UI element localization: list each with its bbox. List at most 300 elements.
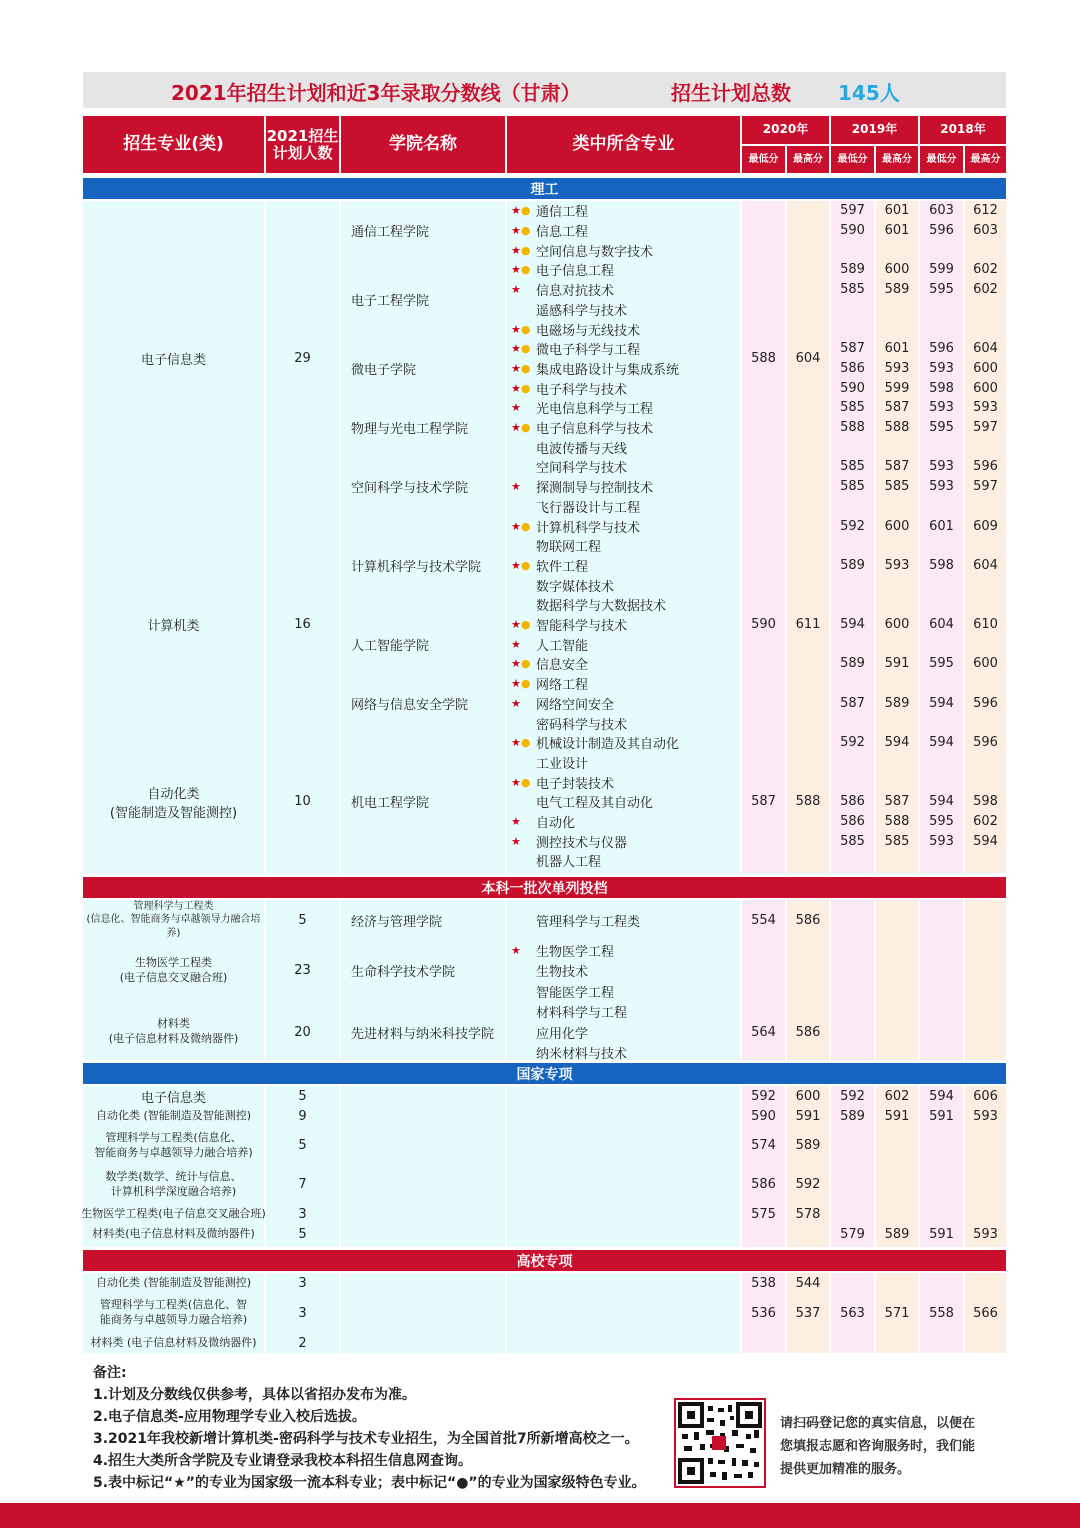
major-name: 数据科学与大数据技术	[536, 599, 667, 615]
major-markers	[511, 339, 530, 359]
star-icon: ★	[511, 677, 521, 691]
score-cell: 593	[929, 833, 954, 849]
major-name: 遥感科学与技术	[536, 303, 628, 319]
major-markers	[511, 240, 530, 260]
score-cell: 599	[929, 262, 954, 278]
section-national: 国家专项	[83, 1063, 1006, 1084]
score-cell: 596	[973, 735, 998, 751]
major-name: 探测制导与控制技术	[536, 481, 654, 497]
score-cell: 575	[751, 1206, 776, 1222]
score-cell: 592	[840, 1088, 865, 1104]
header-min-2019: 最低分	[831, 146, 874, 173]
dot-icon: ●	[520, 421, 531, 435]
score-cell: 593	[884, 557, 910, 573]
score-cell: 602	[973, 814, 998, 830]
score-cell: 586	[840, 360, 865, 376]
college-name: 微电子学院	[351, 362, 417, 378]
major-name: 电子信息科学与技术	[536, 422, 654, 438]
score-cell: 600	[973, 380, 998, 396]
score-cell: 585	[840, 479, 865, 495]
score-cell: 604	[973, 557, 998, 573]
score-cell: 589	[840, 1108, 865, 1124]
major-name: 工业设计	[536, 756, 589, 772]
dot-icon: ●	[520, 618, 531, 632]
qr-code[interactable]	[674, 1398, 766, 1488]
score-cell: 600	[884, 617, 910, 633]
single-bg-score-5	[965, 900, 1006, 1060]
major-markers	[511, 940, 521, 961]
single-group-plan: 23	[294, 963, 311, 979]
score-cell: 594	[973, 833, 998, 849]
score-cell: 595	[929, 656, 954, 672]
major-name: 空间信息与数字技术	[536, 244, 654, 260]
major-markers	[511, 674, 530, 694]
major-markers	[511, 615, 530, 635]
note-2: 2.电子信息类-应用物理学专业入校后选拔。	[93, 1409, 366, 1425]
single-college: 生命科学技术学院	[351, 965, 456, 981]
score-cell: 585	[840, 400, 865, 416]
dot-icon: ●	[520, 263, 531, 277]
star-icon: ★	[511, 834, 521, 848]
star-icon: ★	[511, 775, 521, 789]
group-plan: 16	[294, 617, 311, 633]
note-1: 1.计划及分数线仅供参考，具体以省招办发布为准。	[93, 1387, 417, 1403]
total-value: 145人	[838, 81, 900, 105]
star-icon: ★	[511, 480, 521, 494]
header-year-2019: 2019年	[831, 116, 918, 144]
major-name: 电气工程及其自动化	[536, 796, 654, 812]
qr-code-icon	[676, 1400, 764, 1486]
dot-icon: ●	[520, 342, 531, 356]
major-name: 飞行器设计与工程	[536, 500, 641, 516]
score-cell: 593	[973, 400, 998, 416]
score-cell: 595	[929, 814, 954, 830]
score-2020-min: 587	[751, 794, 776, 810]
university-name: 材料类 (电子信息材料及微纳器件)	[90, 1335, 257, 1349]
university-plan: 3	[298, 1275, 307, 1291]
star-icon: ★	[511, 204, 521, 218]
ligong-bg-score-3	[876, 201, 918, 873]
major-name: 电子科学与技术	[536, 382, 628, 398]
star-icon: ★	[511, 224, 521, 238]
single-college: 先进材料与纳米科技学院	[351, 1026, 495, 1042]
score-cell: 586	[840, 814, 865, 830]
score-cell: 602	[973, 262, 998, 278]
university-name: 自动化类 (智能制造及智能测控)	[95, 1275, 252, 1289]
section-university: 高校专项	[83, 1250, 1006, 1271]
major-markers	[511, 772, 530, 792]
college-name: 网络与信息安全学院	[351, 697, 469, 713]
single-group-plan: 5	[298, 912, 307, 928]
header-max-2018: 最高分	[965, 146, 1006, 173]
major-name: 网络空间安全	[536, 697, 615, 713]
national-bg-college	[341, 1086, 505, 1247]
score-cell: 587	[840, 341, 865, 357]
score-cell: 597	[840, 203, 865, 219]
score-cell: 593	[973, 1108, 998, 1124]
major-name: 微电子科学与工程	[536, 343, 641, 359]
score-cell: 594	[929, 735, 954, 751]
score-cell: 589	[884, 695, 910, 711]
score-cell: 590	[751, 1108, 776, 1124]
score-cell: 600	[884, 518, 910, 534]
single-group-name: 管理科学与工程类 (信息化、智能商务与卓越领导力融合培养)	[86, 900, 261, 939]
footer-band	[0, 1503, 1080, 1528]
college-name: 机电工程学院	[351, 796, 430, 812]
header-max-2020: 最高分	[787, 146, 829, 173]
score-cell: 587	[840, 695, 865, 711]
score-cell: 566	[973, 1305, 998, 1321]
university-bg-majors	[507, 1273, 740, 1353]
major-name: 生物医学工程	[536, 944, 615, 960]
score-cell: 589	[795, 1138, 821, 1153]
note-5: 5.表中标记“★”的专业为国家级一流本科专业；表中标记“●”的专业为国家级特色专业。	[93, 1475, 646, 1491]
score-cell: 601	[884, 223, 910, 239]
score-cell: 602	[884, 1088, 910, 1104]
score-cell: 609	[973, 518, 998, 534]
score-cell: 610	[973, 617, 998, 633]
score-2020-min: 588	[751, 351, 776, 367]
title-banner	[83, 72, 1006, 108]
score-cell: 591	[929, 1108, 954, 1124]
score-cell: 593	[884, 360, 910, 376]
score-2020-max: 588	[795, 794, 821, 810]
score-cell: 594	[840, 617, 865, 633]
star-icon: ★	[511, 243, 521, 257]
national-bg-majors	[507, 1086, 740, 1247]
qr-instruction: 请扫码登记您的真实信息，以便在 您填报志愿和咨询服务时，我们能 提供更加精准的服务。	[780, 1416, 976, 1477]
dot-icon: ●	[520, 775, 531, 789]
single-bg-score-4	[920, 900, 963, 1060]
score-cell: 578	[795, 1206, 821, 1222]
star-icon: ★	[511, 657, 521, 671]
score-cell: 603	[929, 203, 954, 219]
header-plan-2021: 2021招生 计划人数	[266, 116, 339, 173]
major-markers	[511, 733, 530, 753]
dot-icon: ●	[520, 677, 531, 691]
score-cell: 588	[884, 420, 910, 436]
major-markers	[511, 280, 521, 300]
score-cell: 585	[840, 282, 865, 298]
header-min-2020: 最低分	[742, 146, 785, 173]
major-name: 光电信息科学与工程	[536, 402, 654, 418]
major-markers	[511, 812, 521, 832]
score-cell: 585	[884, 833, 910, 849]
major-markers	[511, 477, 521, 497]
score-cell: 537	[795, 1305, 821, 1321]
score-cell: 589	[884, 1226, 910, 1242]
score-cell: 558	[929, 1305, 954, 1321]
score-cell: 591	[884, 1108, 910, 1124]
score-cell: 600	[795, 1088, 821, 1104]
score-cell: 595	[929, 282, 954, 298]
major-markers	[511, 418, 530, 438]
score-cell: 599	[884, 380, 910, 396]
star-icon: ★	[511, 421, 521, 435]
score-cell: 586	[751, 1177, 776, 1192]
score-cell: 588	[840, 420, 865, 436]
major-name: 信息工程	[536, 225, 589, 241]
score-cell: 592	[840, 735, 865, 751]
ligong-bg-score-4	[920, 201, 963, 873]
major-name: 电波传播与天线	[536, 441, 628, 457]
header-year-2020: 2020年	[742, 116, 829, 144]
major-name: 管理科学与工程类	[536, 914, 641, 930]
group-plan: 29	[294, 351, 311, 367]
score-cell: 592	[751, 1088, 776, 1104]
star-icon: ★	[511, 361, 521, 375]
score-cell: 598	[929, 557, 954, 573]
score-cell: 590	[840, 380, 865, 396]
score-cell: 593	[929, 479, 954, 495]
star-icon: ★	[511, 381, 521, 395]
score-cell: 597	[973, 479, 998, 495]
section-ligong: 理工	[83, 178, 1006, 199]
header-majors: 类中所含专业	[507, 116, 740, 173]
star-icon: ★	[511, 558, 521, 572]
score-cell: 598	[929, 380, 954, 396]
national-plan: 5	[298, 1088, 307, 1104]
major-markers	[511, 654, 530, 674]
ligong-bg-score-2	[831, 201, 874, 873]
major-name: 集成电路设计与集成系统	[536, 362, 680, 378]
major-markers	[511, 634, 521, 654]
header-max-2019: 最高分	[876, 146, 918, 173]
major-name: 智能科学与技术	[536, 619, 628, 635]
star-icon: ★	[511, 736, 521, 750]
major-name: 电子信息工程	[536, 264, 615, 280]
score-cell: 544	[795, 1275, 821, 1291]
header-year-2018: 2018年	[920, 116, 1006, 144]
score-cell: 593	[929, 400, 954, 416]
score-cell: 589	[884, 282, 910, 298]
score-cell: 563	[840, 1305, 865, 1321]
score-cell: 571	[884, 1305, 910, 1321]
major-name: 自动化	[536, 816, 576, 832]
major-name: 纳米材料与技术	[536, 1047, 628, 1063]
star-icon: ★	[511, 519, 521, 533]
university-plan: 2	[298, 1335, 307, 1351]
score-cell: 596	[929, 223, 954, 239]
national-name: 管理科学与工程类(信息化、 智能商务与卓越领导力融合培养)	[94, 1130, 253, 1159]
college-name: 空间科学与技术学院	[351, 481, 469, 497]
score-cell: 591	[795, 1108, 821, 1124]
major-markers	[511, 201, 530, 221]
score-cell: 600	[973, 656, 998, 672]
major-markers	[511, 556, 530, 576]
major-name: 机械设计制造及其自动化	[536, 737, 680, 753]
note-3: 3.2021年我校新增计算机类-密码科学与技术专业招生，为全国首批7所新增高校之一。	[93, 1431, 639, 1447]
score-cell: 596	[973, 695, 998, 711]
major-name: 软件工程	[536, 559, 589, 575]
university-plan: 3	[298, 1305, 307, 1321]
score-2020-max: 604	[795, 351, 821, 367]
star-icon: ★	[511, 322, 521, 336]
score-cell: 593	[929, 360, 954, 376]
score-cell: 585	[840, 833, 865, 849]
college-name: 计算机科学与技术学院	[351, 559, 482, 575]
header-min-2018: 最低分	[920, 146, 963, 173]
score-cell: 590	[840, 223, 865, 239]
major-markers	[511, 260, 530, 280]
score-cell: 600	[884, 262, 910, 278]
score-cell: 595	[929, 420, 954, 436]
score-cell: 589	[840, 557, 865, 573]
star-icon: ★	[511, 342, 521, 356]
major-markers	[511, 319, 530, 339]
star-icon: ★	[511, 943, 521, 957]
national-name: 数学类(数学、统计与信息、 计算机科学深度融合培养)	[105, 1169, 242, 1198]
major-name: 智能医学工程	[536, 985, 615, 1001]
dot-icon: ●	[520, 204, 531, 218]
score-cell: 594	[929, 695, 954, 711]
score-cell: 592	[795, 1177, 821, 1192]
score-cell: 585	[884, 479, 910, 495]
major-name: 机器人工程	[536, 855, 602, 871]
national-name: 材料类(电子信息材料及微纳器件)	[92, 1226, 255, 1240]
dot-icon: ●	[520, 322, 531, 336]
major-name: 计算机科学与技术	[536, 520, 641, 536]
group-name: 计算机类	[147, 619, 200, 635]
score-cell: 589	[840, 656, 865, 672]
major-name: 数字媒体技术	[536, 579, 615, 595]
dot-icon: ●	[520, 558, 531, 572]
score-cell: 594	[884, 735, 910, 751]
major-name: 密码科学与技术	[536, 717, 628, 733]
national-plan: 3	[298, 1206, 307, 1222]
single-bg-score-3	[876, 900, 918, 1060]
score-cell: 591	[884, 656, 910, 672]
major-name: 测控技术与仪器	[536, 835, 628, 851]
score-2020-min: 564	[751, 1024, 776, 1040]
major-markers	[511, 221, 530, 241]
score-cell: 603	[973, 223, 998, 239]
score-cell: 536	[751, 1305, 776, 1321]
ligong-bg-score-5	[965, 201, 1006, 873]
single-group-plan: 20	[294, 1024, 311, 1040]
score-2020-max: 611	[795, 617, 821, 633]
national-plan: 5	[298, 1138, 307, 1153]
star-icon: ★	[511, 815, 521, 829]
score-cell: 592	[840, 518, 865, 534]
score-2020-max: 586	[795, 1024, 821, 1040]
score-cell: 587	[884, 400, 910, 416]
major-markers	[511, 378, 530, 398]
score-cell: 594	[929, 794, 954, 810]
national-plan: 5	[298, 1226, 307, 1242]
score-cell: 596	[929, 341, 954, 357]
star-icon: ★	[511, 263, 521, 277]
score-cell: 598	[973, 794, 998, 810]
dot-icon: ●	[520, 657, 531, 671]
national-plan: 7	[298, 1177, 307, 1192]
single-group-name: 材料类 (电子信息材料及微纳器件)	[108, 1017, 239, 1046]
header-college: 学院名称	[341, 116, 505, 173]
score-2020-min: 554	[751, 912, 776, 928]
score-cell: 594	[929, 1088, 954, 1104]
major-name: 网络工程	[536, 678, 589, 694]
score-cell: 587	[884, 794, 910, 810]
university-bg-college	[341, 1273, 505, 1353]
major-name: 信息安全	[536, 658, 589, 674]
score-cell: 596	[973, 459, 998, 475]
national-plan: 9	[298, 1108, 307, 1124]
major-markers	[511, 694, 521, 714]
major-name: 应用化学	[536, 1026, 589, 1042]
major-markers	[511, 398, 521, 418]
star-icon: ★	[511, 618, 521, 632]
college-name: 电子工程学院	[351, 293, 430, 309]
major-markers	[511, 516, 530, 536]
score-cell: 538	[751, 1275, 776, 1291]
star-icon: ★	[511, 637, 521, 651]
score-cell: 588	[884, 814, 910, 830]
star-icon: ★	[511, 283, 521, 297]
major-markers	[511, 831, 521, 851]
single-bg-score-2	[831, 900, 874, 1060]
dot-icon: ●	[520, 736, 531, 750]
national-name: 生物医学工程类(电子信息交叉融合班)	[81, 1206, 266, 1220]
notes-title: 备注:	[93, 1365, 127, 1381]
single-group-name: 生物医学工程类 (电子信息交叉融合班)	[119, 955, 228, 984]
score-cell: 591	[929, 1226, 954, 1242]
score-cell: 601	[884, 341, 910, 357]
group-name: 自动化类 (智能制造及智能测控)	[109, 786, 238, 821]
major-name: 物联网工程	[536, 540, 602, 556]
single-college: 经济与管理学院	[351, 914, 443, 930]
star-icon: ★	[511, 401, 521, 415]
header-major-class: 招生专业(类)	[83, 116, 264, 173]
score-cell: 597	[973, 420, 998, 436]
score-cell: 593	[929, 459, 954, 475]
score-cell: 606	[973, 1088, 998, 1104]
score-cell: 593	[973, 1226, 998, 1242]
score-cell: 585	[840, 459, 865, 475]
group-name: 电子信息类	[140, 353, 206, 369]
dot-icon: ●	[520, 243, 531, 257]
dot-icon: ●	[520, 519, 531, 533]
major-name: 生物技术	[536, 965, 589, 981]
college-name: 通信工程学院	[351, 225, 430, 241]
national-name: 电子信息类	[140, 1090, 206, 1106]
score-cell: 589	[840, 262, 865, 278]
major-name: 材料科学与工程	[536, 1006, 628, 1022]
major-name: 信息对抗技术	[536, 284, 615, 300]
national-name: 自动化类 (智能制造及智能测控)	[95, 1108, 252, 1122]
score-cell: 601	[884, 203, 910, 219]
star-icon: ★	[511, 696, 521, 710]
section-single: 本科一批次单列投档	[83, 877, 1006, 898]
score-cell: 604	[973, 341, 998, 357]
score-cell: 601	[929, 518, 954, 534]
score-2020-max: 586	[795, 912, 821, 928]
page-title: 2021年招生计划和近3年录取分数线（甘肃）	[171, 81, 581, 105]
notes	[93, 1362, 646, 1494]
score-cell: 602	[973, 282, 998, 298]
total-label: 招生计划总数	[671, 81, 791, 105]
major-name: 人工智能	[536, 638, 589, 654]
college-name: 人工智能学院	[351, 638, 430, 654]
dot-icon: ●	[520, 361, 531, 375]
university-name: 管理科学与工程类(信息化、智 能商务与卓越领导力融合培养)	[99, 1298, 248, 1326]
major-name: 电子封装技术	[536, 776, 615, 792]
score-cell: 579	[840, 1226, 865, 1242]
major-name: 通信工程	[536, 205, 589, 221]
note-4: 4.招生大类所含学院及专业请登录我校本科招生信息网查询。	[93, 1453, 473, 1469]
score-2020-min: 590	[751, 617, 776, 633]
score-cell: 604	[929, 617, 954, 633]
group-plan: 10	[294, 794, 311, 810]
